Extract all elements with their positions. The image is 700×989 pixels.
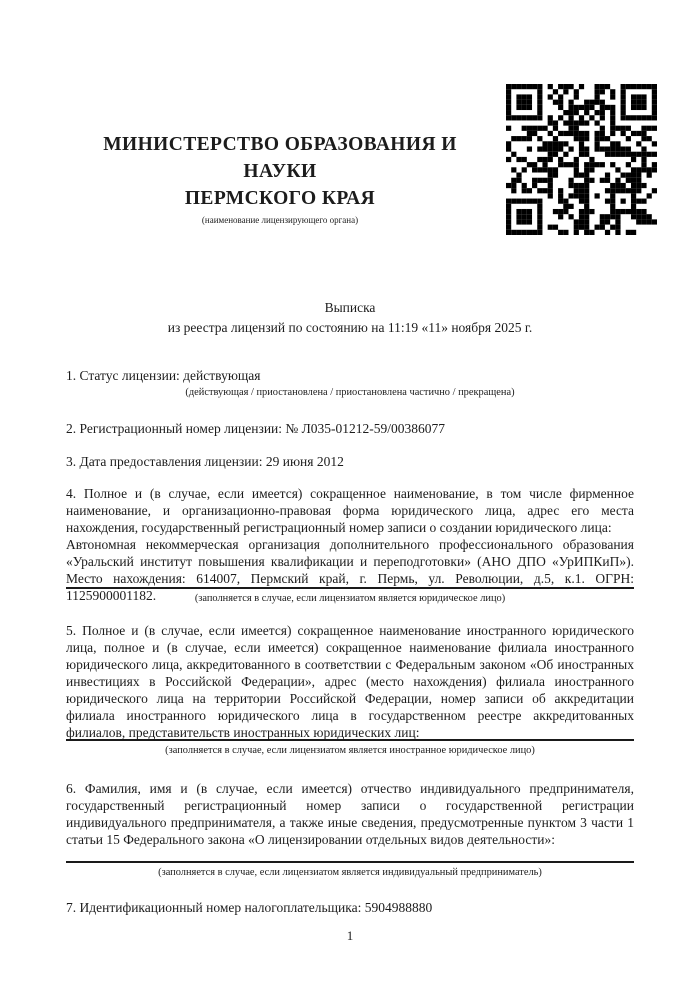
authority-name-line2: ПЕРМСКОГО КРАЯ: [184, 188, 376, 209]
item-5-caption: (заполняется в случае, если лицензиатом является иностранное юридическое лицо): [165, 745, 535, 756]
item-3-grant-date: 3. Дата предоставления лицензии: 29 июня 2012: [66, 454, 344, 469]
qr-code-icon: [506, 84, 657, 235]
item-4-heading: 4. Полное и (в случае, если имеется) сокращенное наименование, в том числе фирменное наименование, и организационно-правовая форма юридического лица, адрес его места нахождения, государственный регистрационный номер записи о создании юридического лица:: [66, 486, 634, 535]
item-6-caption: (заполняется в случае, если лицензиатом является индивидуальный предприниматель): [158, 867, 542, 878]
fill-line-item-5: [66, 739, 634, 741]
authority-name-caption: (наименование лицензирующего органа): [201, 215, 359, 225]
document-title-block: [66, 298, 634, 337]
page-number: 1: [346, 928, 354, 943]
item-1-caption: (действующая / приостановлена / приостановлена частично / прекращена): [185, 387, 515, 398]
item-2-registration-number: 2. Регистрационный номер лицензии: № Л035-01212-59/00386077: [66, 421, 446, 436]
document-title: Выписка: [324, 300, 376, 315]
fill-line-item-6: [66, 861, 634, 863]
licensing-authority-header: [66, 131, 494, 226]
item-6-individual-entrepreneur: 6. Фамилия, имя и (в случае, если имеется) отчество индивидуального предпринимателя, государственный регистрационный номер записи о государственной регистрации индивидуального предпринимателя, а также иные сведения, предусмотренные пунктом 3 части 1 статьи 15 Федерального закона «О лицензировании отдельных видов деятельности»:: [66, 781, 634, 847]
document-subtitle: из реестра лицензий по состоянию на 11:19 «11» ноября 2025 г.: [167, 319, 533, 335]
item-5-foreign-entity: 5. Полное и (в случае, если имеется) сокращенное наименование иностранного юридического лица, полное и (в случае, если имеется) сокращенное наименование филиала иностранного юридического лица, аккредитованного в соответствии с Федеральным законом «Об иностранных инвестициях в Российской Федерации», адрес (место нахождения) филиала иностранного юридического лица на территории Российской Федерации, номер записи об аккредитации филиала иностранного юридического лица в государственном реестре аккредитованных филиалов, представительств иностранных юридических лиц:: [66, 623, 634, 740]
item-4-caption: (заполняется в случае, если лицензиатом является юридическое лицо): [194, 593, 506, 604]
item-4-value: Автономная некоммерческая организация дополнительного профессионального образования «Уральский институт повышения квалификации и переподготовки» (АНО ДПО «УрИПКиП»). Место нахождения: 614007, Пермский край, г. Пермь, ул. Революции, д.5, к.1. ОГРН: 1125900001182.: [66, 537, 634, 603]
fill-line-item-4: [66, 587, 634, 589]
item-7-taxpayer-number: 7. Идентификационный номер налогоплательщика: 5904988880: [66, 900, 433, 915]
authority-name-line1: МИНИСТЕРСТВО ОБРАЗОВАНИЯ И НАУКИ: [103, 134, 457, 182]
item-1-license-status: 1. Статус лицензии: действующая: [66, 368, 261, 383]
